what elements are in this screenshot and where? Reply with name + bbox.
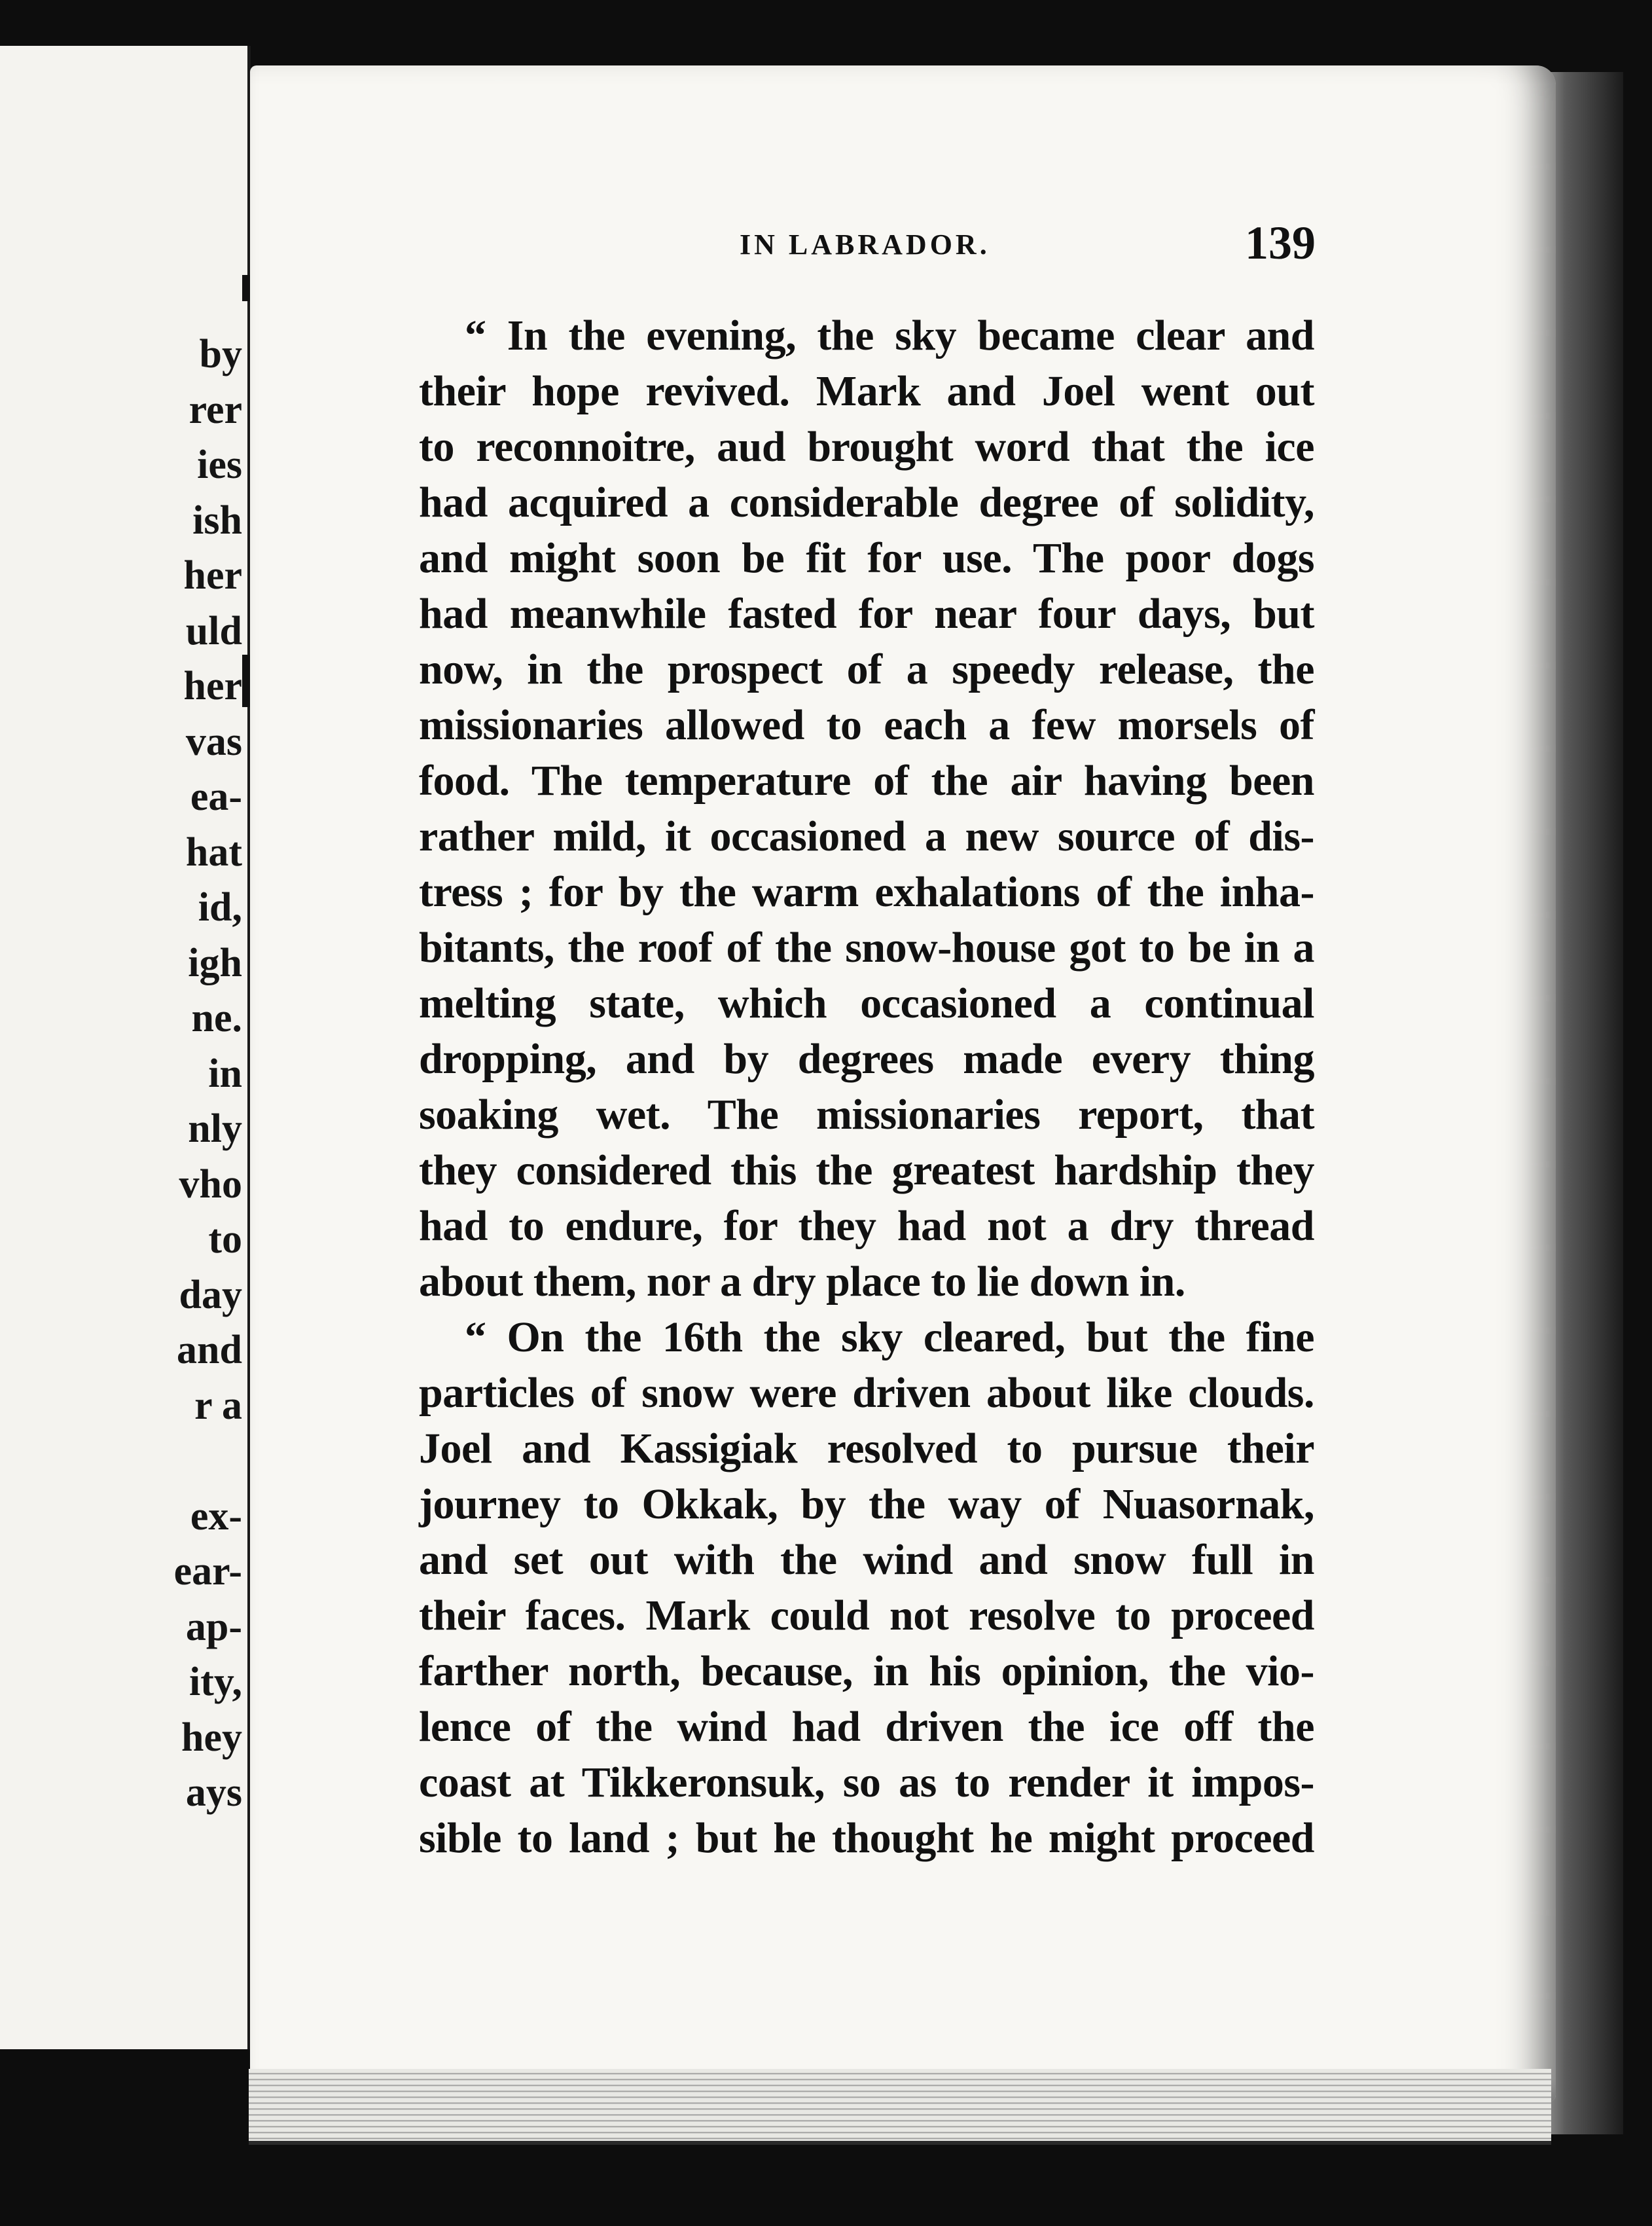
text-line: and might soon be fit for use. The poor dogs: [419, 534, 1314, 582]
page-edges: [249, 2069, 1551, 2145]
text-line: sible to land ; but he thought he might proceed: [419, 1814, 1314, 1862]
left-page-fragment: day: [179, 1272, 242, 1317]
text-line: had to endure, for they had not a dry thread: [419, 1202, 1314, 1250]
text-line: rather mild, it occasioned a new source of dis-: [419, 812, 1314, 860]
left-page-fragment: to: [208, 1217, 242, 1262]
text-line: food. The temperature of the air having been: [419, 757, 1314, 805]
text-line: they considered this the greatest hardship they: [419, 1146, 1314, 1194]
text-line: lence of the wind had driven the ice off the: [419, 1703, 1314, 1751]
text-line: had acquired a considerable degree of solidity,: [419, 479, 1314, 526]
left-page-fragment: ity,: [189, 1660, 242, 1704]
left-page-fragment: ap-: [185, 1604, 242, 1649]
text-line: tress ; for by the warm exhalations of the inha-: [419, 868, 1314, 916]
left-page-fragment: her: [183, 553, 242, 598]
text-line: farther north, because, in his opinion, the vio-: [419, 1647, 1314, 1695]
text-line: Joel and Kassigiak resolved to pursue their: [419, 1425, 1314, 1472]
text-line: particles of snow were driven about like clouds.: [419, 1369, 1314, 1417]
paragraph: [419, 1309, 1314, 1866]
left-page-fragment: ne.: [191, 996, 242, 1040]
left-facing-page: [0, 46, 251, 2049]
text-line: to reconnoitre, aud brought word that the ice: [419, 423, 1314, 471]
left-page-fragment: and: [177, 1328, 242, 1372]
text-line: their hope revived. Mark and Joel went out: [419, 367, 1314, 415]
paragraph: [419, 308, 1314, 1309]
text-line: soaking wet. The missionaries report, that: [419, 1091, 1314, 1139]
left-page-fragment: hey: [181, 1715, 242, 1760]
gutter-mark: [242, 655, 250, 707]
body-text: [419, 308, 1314, 1866]
gutter-mark: [242, 275, 250, 301]
left-page-fragment: rer: [189, 387, 242, 432]
left-page-fragment: vas: [185, 719, 242, 764]
left-page-fragment: ays: [185, 1770, 242, 1815]
left-page-fragment: uld: [185, 608, 242, 653]
left-page-fragment: ea-: [190, 775, 242, 819]
text-line: journey to Okkak, by the way of Nuasornak,: [419, 1480, 1314, 1528]
left-page-fragment: nly: [188, 1106, 242, 1151]
text-line: and set out with the wind and snow full in: [419, 1536, 1314, 1584]
running-head: IN LABRADOR.: [740, 228, 990, 261]
page-number: 139: [1245, 217, 1316, 269]
text-line: “ On the 16th the sky cleared, but the fine: [465, 1313, 1314, 1361]
left-page-fragment: ish: [192, 498, 242, 543]
left-page-fragment: ear-: [173, 1549, 242, 1594]
text-line: melting state, which occasioned a continual: [419, 979, 1314, 1027]
text-line: “ In the evening, the sky became clear and: [465, 312, 1314, 359]
left-page-fragment: by: [199, 332, 242, 376]
left-page-fragment: igh: [188, 940, 242, 985]
page-header: [740, 216, 1316, 275]
left-page-fragment: ex-: [190, 1493, 242, 1539]
left-page-fragment: r a: [194, 1383, 242, 1428]
left-page-fragment: her: [183, 664, 242, 708]
text-line: had meanwhile fasted for near four days, but: [419, 590, 1314, 638]
text-line: now, in the prospect of a speedy release, the: [419, 646, 1314, 693]
left-page-fragment: in: [208, 1051, 242, 1096]
left-page-fragment: hat: [185, 830, 242, 875]
left-page-fragment: id,: [198, 885, 242, 930]
left-page-fragment: vho: [179, 1161, 242, 1207]
text-line: about them, nor a dry place to lie down in.: [419, 1258, 1185, 1305]
text-line: missionaries allowed to each a few morsels of: [419, 701, 1314, 749]
text-line: dropping, and by degrees made every thing: [419, 1035, 1314, 1083]
text-line: coast at Tikkeronsuk, so as to render it impos-: [419, 1759, 1314, 1806]
text-line: bitants, the roof of the snow-house got to be in a: [419, 924, 1314, 972]
text-line: their faces. Mark could not resolve to proceed: [419, 1592, 1314, 1639]
left-page-fragment: ies: [197, 443, 242, 487]
